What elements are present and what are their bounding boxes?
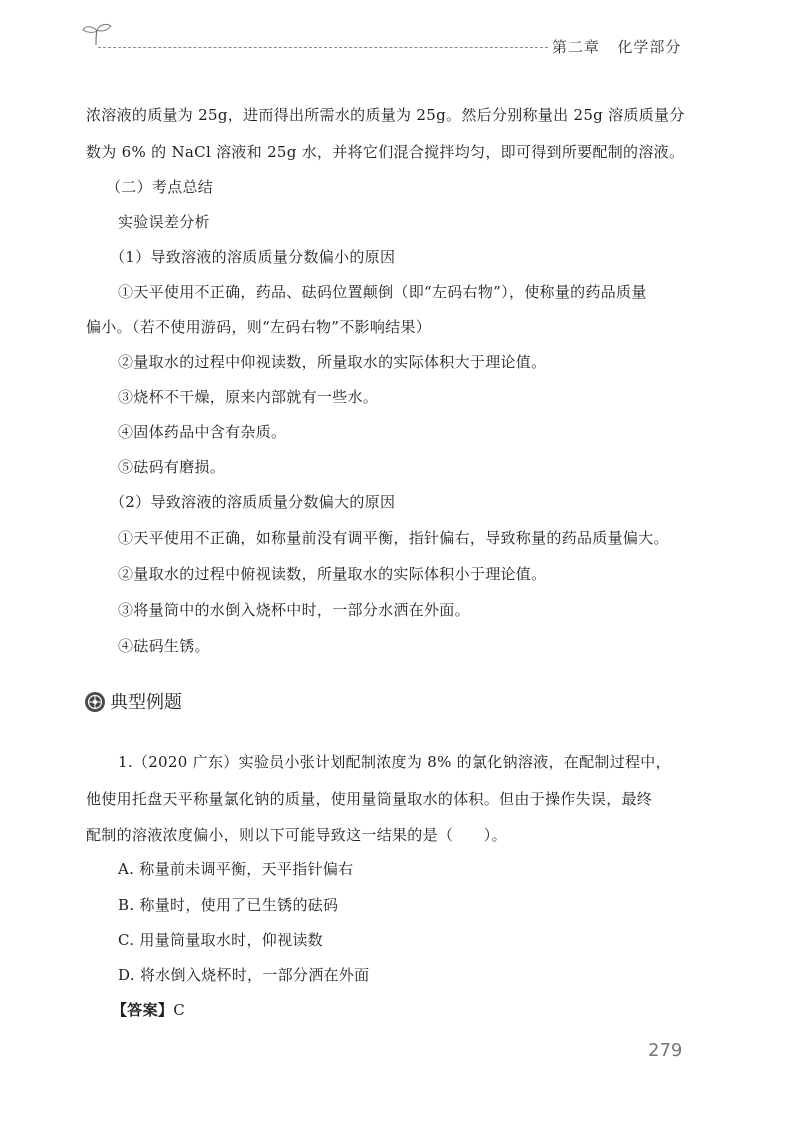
body-line: ①天平使用不正确，如称量前没有调平衡，指针偏右，导致称量的药品质量偏大。: [118, 529, 669, 547]
body-line: ②量取水的过程中仰视读数，所量取水的实际体积大于理论值。: [118, 353, 547, 371]
chapter-label: 第二章: [552, 38, 601, 56]
answer-value: C: [173, 1001, 185, 1019]
body-line: ①天平使用不正确，药品、砝码位置颠倒（即“左码右物”），使称量的药品质量: [118, 283, 647, 301]
option-d: D. 将水倒入烧杯时，一部分洒在外面: [118, 966, 370, 984]
body-line: 实验误差分析: [118, 213, 210, 231]
body-line: ④固体药品中含有杂质。: [118, 423, 287, 441]
subsection-heading: （二）考点总结: [106, 178, 214, 196]
body-line: ③烧杯不干燥，原来内部就有一些水。: [118, 388, 379, 406]
body-line: ⑤砝码有磨损。: [118, 458, 226, 476]
body-line: 数为 6% 的 NaCl 溶液和 25g 水，并将它们混合搅拌均匀，即可得到所要配制的溶液。: [86, 143, 685, 161]
header-divider: [98, 47, 548, 48]
body-line: （1）导致溶液的溶质质量分数偏小的原因: [110, 248, 396, 266]
question-line: 他使用托盘天平称量氯化钠的质量，使用量筒量取水的体积。但由于操作失误，最终: [86, 790, 653, 808]
body-line: ②量取水的过程中俯视读数，所量取水的实际体积小于理论值。: [118, 565, 547, 583]
answer: [112, 1000, 185, 1020]
option-b: B. 称量时，使用了已生锈的砝码: [118, 896, 339, 914]
question-line: 配制的溶液浓度偏小，则以下可能导致这一结果的是（ ）。: [86, 826, 507, 844]
body-line: ④砝码生锈。: [118, 637, 210, 655]
question-line: 1.（2020 广东）实验员小张计划配制浓度为 8% 的氯化钠溶液，在配制过程中，: [118, 753, 671, 771]
page-number: 279: [648, 1040, 683, 1061]
section-label: 化学部分: [617, 38, 682, 56]
section-title: 典型例题: [110, 692, 182, 713]
body-line: 浓溶液的质量为 25g，进而得出所需水的质量为 25g。然后分别称量出 25g 溶质质量分: [86, 106, 685, 124]
body-line: 偏小。（若不使用游码，则“左码右物”不影响结果）: [86, 318, 432, 336]
option-c: C. 用量筒量取水时，仰视读数: [118, 931, 323, 949]
body-line: ③将量筒中的水倒入烧杯中时，一部分水洒在外面。: [118, 601, 470, 619]
page-header: [0, 0, 800, 70]
sprout-icon: [80, 22, 114, 46]
body-line: （2）导致溶液的溶质质量分数偏大的原因: [110, 493, 396, 511]
answer-label: 【答案】: [112, 1001, 174, 1019]
globe-icon: [84, 691, 106, 713]
running-head: [552, 36, 681, 57]
option-a: A. 称量前未调平衡，天平指针偏右: [118, 860, 354, 878]
